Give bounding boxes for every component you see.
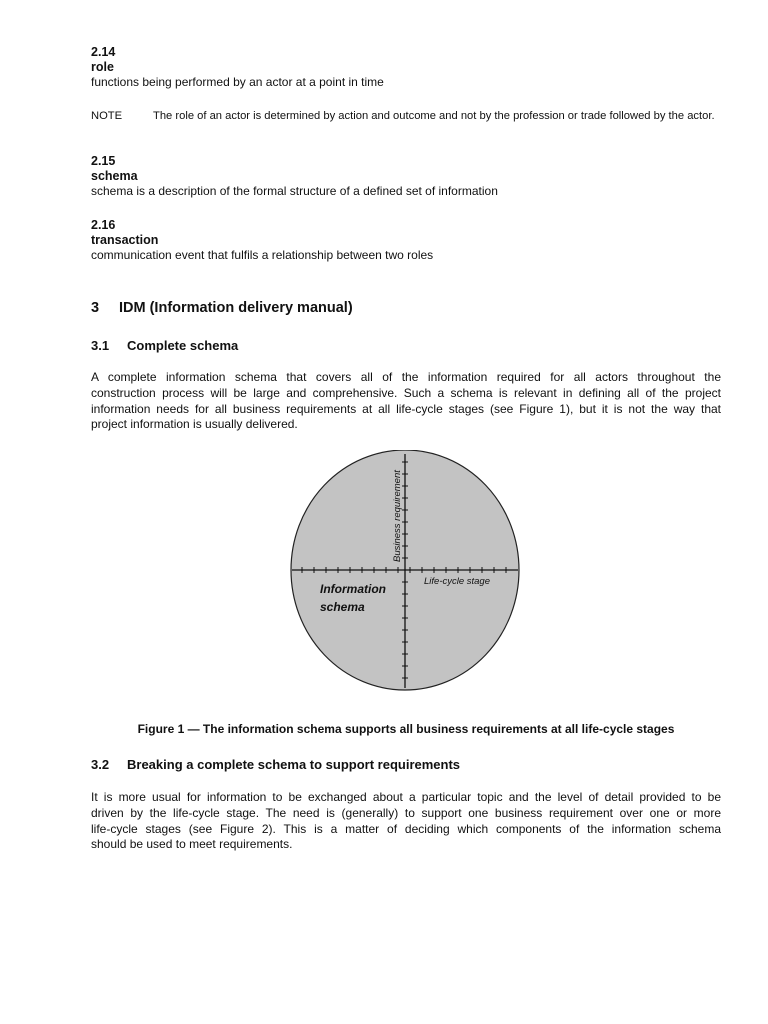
definition-term: transaction xyxy=(91,233,159,247)
information-schema-label-line1: Information xyxy=(320,582,386,596)
paragraph-line: information needs for all business requirements at all life-cycle stages (see Figure 1), but it is not the way that xyxy=(91,401,721,416)
section-title: Complete schema xyxy=(127,338,239,353)
life-cycle-stage-axis-label: Life-cycle stage xyxy=(424,576,491,587)
definition-text: schema is a description of the formal structure of a defined set of information xyxy=(91,184,498,198)
section-3-heading xyxy=(91,299,721,317)
section-3-1-paragraph xyxy=(91,370,721,433)
paragraph-line: driven by the life-cycle stage. The need is (generally) to support one business requirement over one or more xyxy=(91,805,721,820)
note-block xyxy=(91,109,721,123)
section-3-2-paragraph xyxy=(91,790,721,853)
section-number: 3.1 xyxy=(91,338,110,353)
paragraph-line: It is more usual for information to be exchanged about a particular topic and the level of detail provided to be xyxy=(91,790,721,804)
figure-1-caption: Figure 1 — The information schema supports all business requirements at all life-cycle stages xyxy=(137,722,675,736)
section-number: 3 xyxy=(91,300,100,316)
paragraph-line: project information is usually delivered. xyxy=(91,417,298,432)
business-requirement-axis-label: Business requirement xyxy=(392,470,403,562)
definition-term: schema xyxy=(91,169,138,183)
information-schema-label-line2: schema xyxy=(320,600,365,614)
paragraph-line: should be used to meet requirements. xyxy=(91,837,293,852)
section-3-1-heading xyxy=(91,338,721,354)
definition-number: 2.16 xyxy=(91,218,116,232)
figure-1-diagram xyxy=(290,450,522,694)
definition-text: functions being performed by an actor at a point in time xyxy=(91,75,384,89)
section-3-2-heading xyxy=(91,757,721,773)
section-number: 3.2 xyxy=(91,757,110,772)
definition-text: communication event that fulfils a relationship between two roles xyxy=(91,248,434,262)
definition-2-14 xyxy=(91,45,721,90)
definition-2-16 xyxy=(91,218,721,263)
paragraph-line: life-cycle stages (see Figure 2). This is a matter of deciding which components of the information schema xyxy=(91,821,721,836)
paragraph-line: A complete information schema that covers all of the information required for all actors throughout the xyxy=(91,370,721,384)
note-label: NOTE xyxy=(91,110,123,122)
note-text: The role of an actor is determined by action and outcome and not by the profession or trade followed by the actor. xyxy=(153,110,715,122)
definition-term: role xyxy=(91,60,114,74)
definition-2-15 xyxy=(91,154,721,199)
paragraph-line: construction process will be large and comprehensive. Such a schema is relevant in defining all of the project xyxy=(91,385,721,400)
definition-number: 2.14 xyxy=(91,45,116,59)
section-title: IDM (Information delivery manual) xyxy=(119,300,353,316)
section-title: Breaking a complete schema to support requirements xyxy=(127,757,461,772)
definition-number: 2.15 xyxy=(91,154,116,168)
